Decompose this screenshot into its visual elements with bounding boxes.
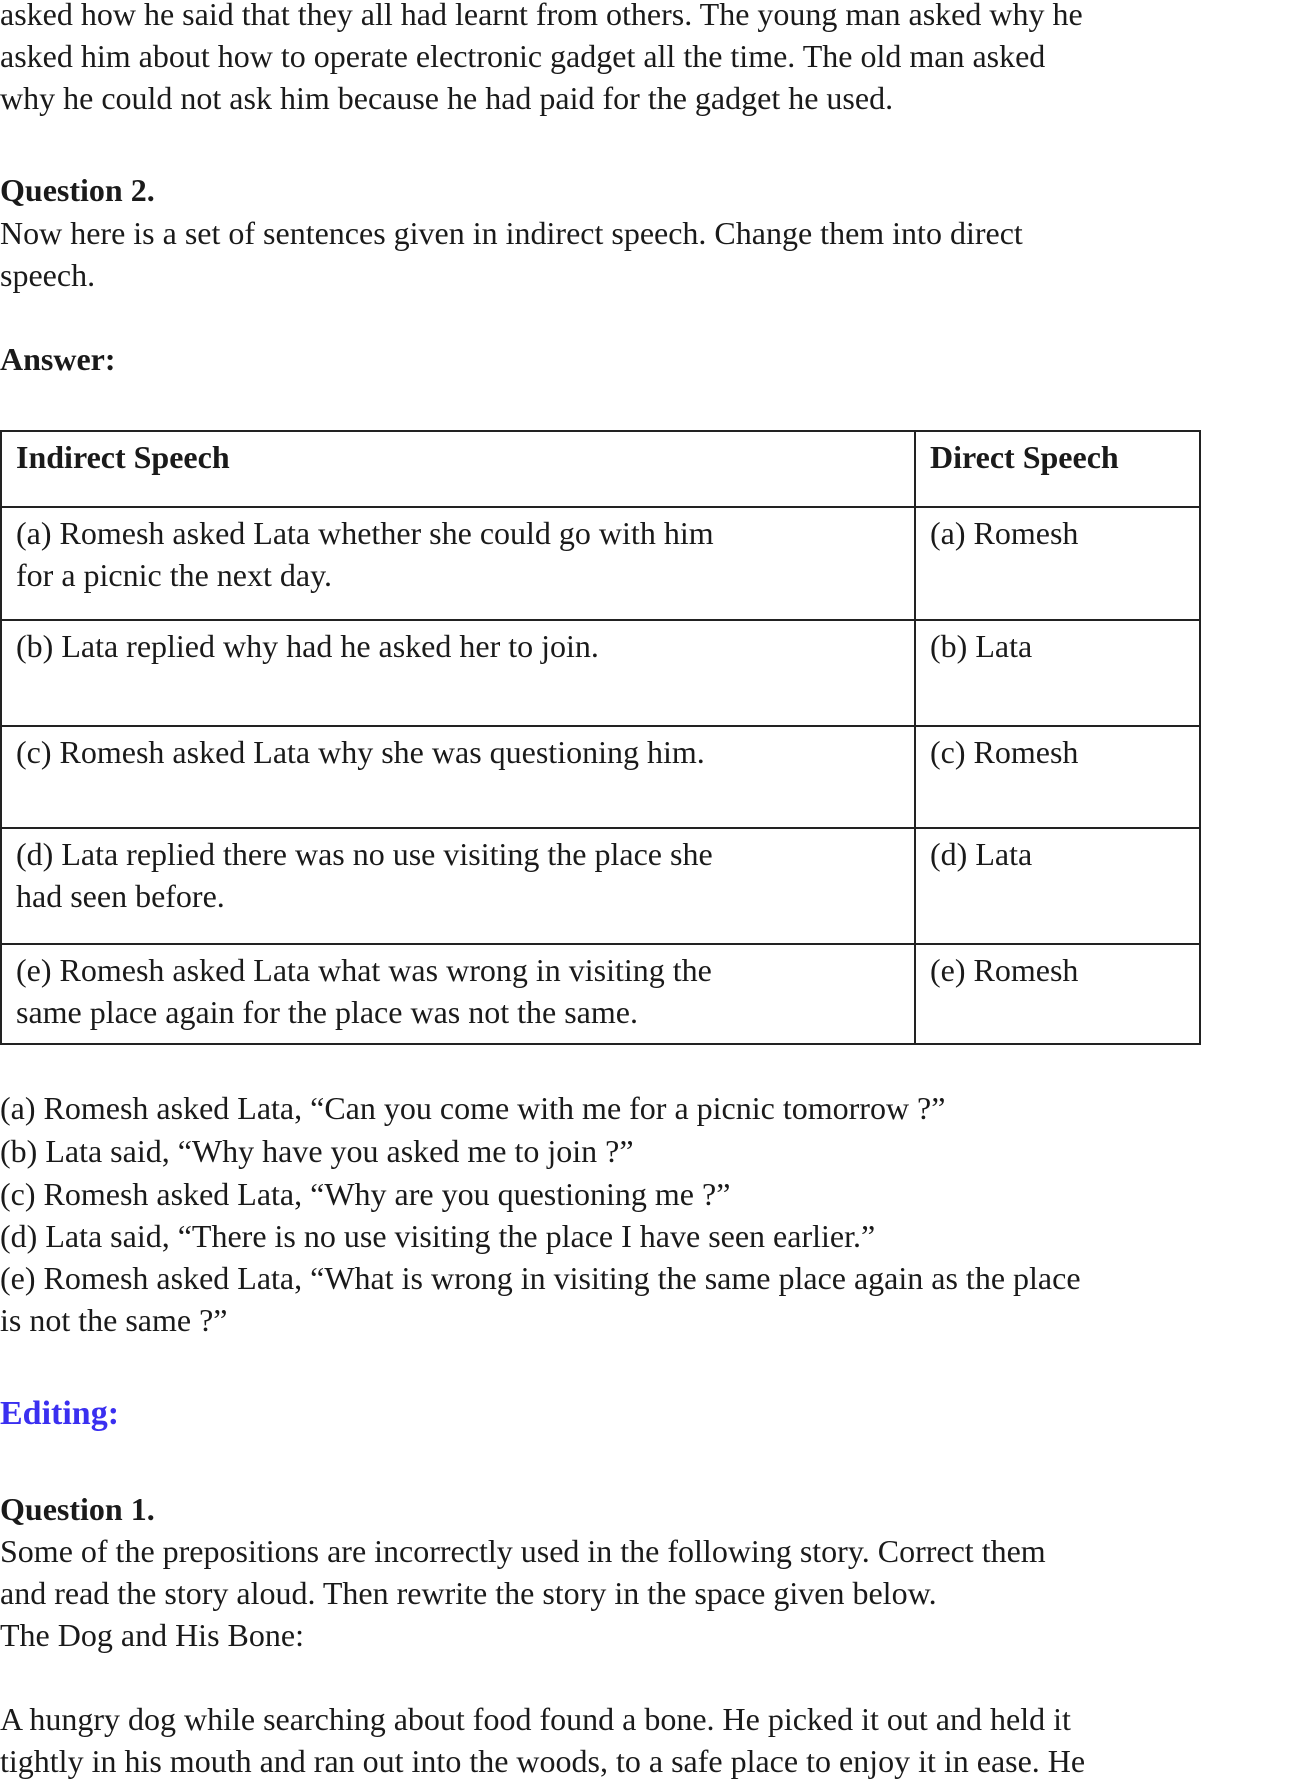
indirect-text: same place again for the place was not the same. — [16, 994, 638, 1030]
question-2-text: speech. — [0, 257, 96, 293]
direct-text: (e) Romesh — [915, 944, 1200, 1044]
header-indirect-speech: Indirect Speech — [1, 431, 915, 507]
indirect-text: (e) Romesh asked Lata what was wrong in visiting the — [16, 952, 712, 988]
indirect-text: (b) Lata replied why had he asked her to join. — [16, 628, 599, 664]
text-line: why he could not ask him because he had paid for the gadget he used. — [0, 80, 894, 116]
table-header-row — [1, 431, 1200, 507]
direct-text: (a) Romesh — [915, 507, 1200, 620]
text-line: asked him about how to operate electronic gadget all the time. The old man asked — [0, 38, 1046, 74]
direct-text: (d) Lata — [915, 828, 1200, 944]
answer-line: (d) Lata said, “There is no use visiting the place I have seen earlier.” — [0, 1218, 876, 1254]
question-1-text: and read the story aloud. Then rewrite the story in the space given below. — [0, 1575, 937, 1611]
indirect-text: (a) Romesh asked Lata whether she could go with him — [16, 515, 714, 551]
question-2-text: Now here is a set of sentences given in indirect speech. Change them into direct — [0, 215, 1023, 251]
direct-text: (b) Lata — [915, 620, 1200, 726]
table-row — [1, 507, 1200, 620]
table-row — [1, 944, 1200, 1044]
speech-table — [0, 430, 1201, 1045]
answer-line: is not the same ?” — [0, 1302, 228, 1338]
table-row — [1, 620, 1200, 726]
table-row — [1, 726, 1200, 828]
text-line: asked how he said that they all had learnt from others. The young man asked why he — [0, 0, 1083, 32]
indirect-text: had seen before. — [16, 878, 225, 914]
story-line: A hungry dog while searching about food found a bone. He picked it out and held it — [0, 1701, 1071, 1737]
question-2-heading: Question 2. — [0, 172, 155, 208]
direct-text: (c) Romesh — [915, 726, 1200, 828]
question-1-text: Some of the prepositions are incorrectly used in the following story. Correct them — [0, 1533, 1046, 1569]
question-1-heading: Question 1. — [0, 1491, 155, 1527]
header-direct-speech: Direct Speech — [915, 431, 1200, 507]
indirect-text: (c) Romesh asked Lata why she was questioning him. — [16, 734, 705, 770]
editing-heading: Editing: — [0, 1395, 120, 1432]
table-row — [1, 828, 1200, 944]
answer-line: (a) Romesh asked Lata, “Can you come with me for a picnic tomorrow ?” — [0, 1090, 946, 1126]
indirect-text: for a picnic the next day. — [16, 557, 333, 593]
indirect-text: (d) Lata replied there was no use visiting the place she — [16, 836, 713, 872]
story-line: tightly in his mouth and ran out into the woods, to a safe place to enjoy it in ease. He — [0, 1743, 1086, 1779]
answer-label: Answer: — [0, 341, 116, 377]
answer-line: (c) Romesh asked Lata, “Why are you questioning me ?” — [0, 1176, 731, 1212]
answer-line: (b) Lata said, “Why have you asked me to join ?” — [0, 1133, 634, 1169]
story-title: The Dog and His Bone: — [0, 1617, 304, 1653]
answer-line: (e) Romesh asked Lata, “What is wrong in visiting the same place again as the place — [0, 1260, 1081, 1296]
